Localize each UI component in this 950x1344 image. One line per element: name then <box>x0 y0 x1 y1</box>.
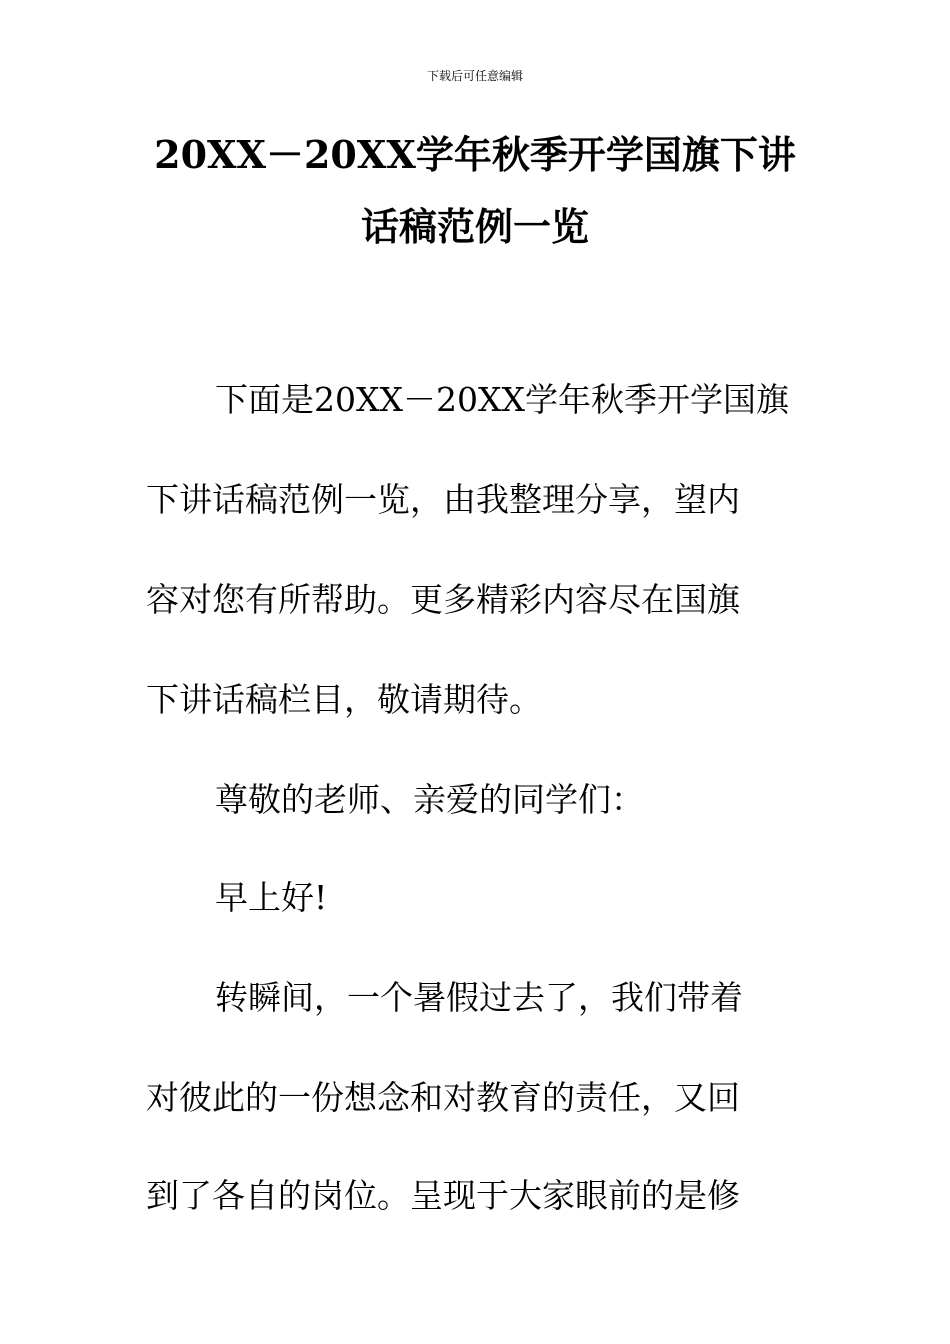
paragraph-line: 到了各自的岗位。呈现于大家眼前的是修 <box>146 1176 740 1215</box>
paragraph-line: 容对您有所帮助。更多精彩内容尽在国旗 <box>146 580 740 619</box>
paragraph-line: 下面是20XX－20XX学年秋季开学国旗 <box>215 380 789 419</box>
document-title-line-1: 20XX－20XX学年秋季开学国旗下讲 <box>154 132 796 177</box>
paragraph-line: 转瞬间，一个暑假过去了，我们带着 <box>215 978 743 1017</box>
paragraph-line: 下讲话稿范例一览，由我整理分享，望内 <box>146 480 740 519</box>
paragraph-line: 对彼此的一份想念和对教育的责任，又回 <box>146 1078 740 1117</box>
salutation-line: 尊敬的老师、亲爱的同学们： <box>215 780 644 819</box>
header-note: 下载后可任意编辑 <box>426 69 523 83</box>
greeting-line: 早上好! <box>215 878 328 917</box>
paragraph-line: 下讲话稿栏目，敬请期待。 <box>146 680 542 719</box>
document-title-line-2: 话稿范例一览 <box>360 204 589 249</box>
